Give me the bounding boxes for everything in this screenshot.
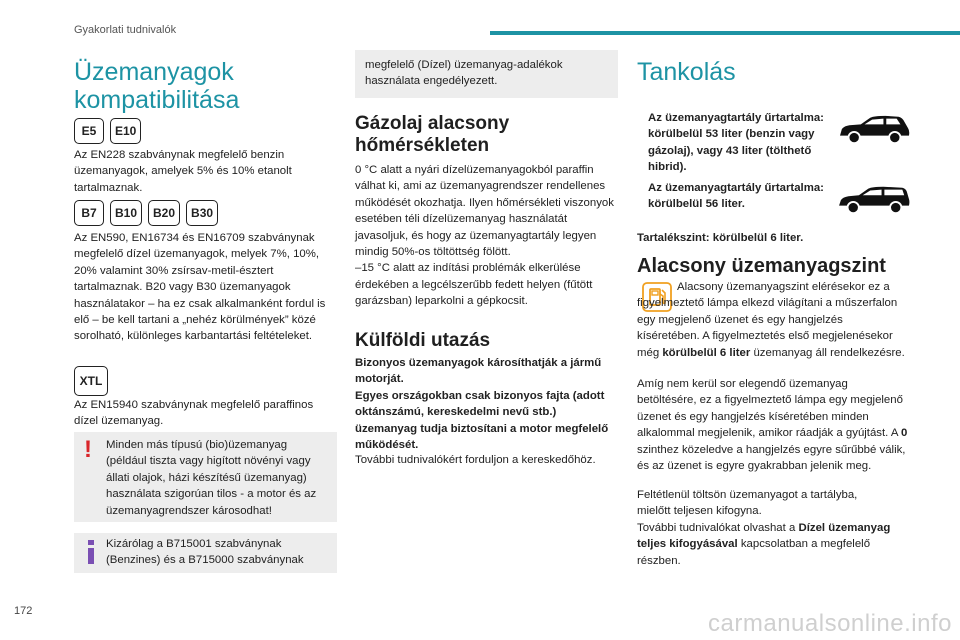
low-p1: Alacsony üzemanyagszint elérésekor ez a figyelmeztető lámpa elkezd világítani a műszerfalon egy megjelenő üzenet és egy hangjelzés kíséretében. A figyelmeztetés első megjelenésekor még: [637, 281, 898, 359]
info-text: Kizárólag a B715001 szabványnak (Benzines) és a B715000 szabványnak: [106, 538, 304, 567]
low-p2-end: szinthez közeledve a hangjelzés egyre sűrűbbé válik, és az üzenet is egyre gyakrabban jelenik meg.: [637, 443, 906, 473]
text-low-fuel-4: [637, 520, 909, 569]
title-low-fuel: Alacsony üzemanyagszint: [637, 255, 886, 277]
badge-xtl-icon: XTL: [74, 366, 108, 396]
low-p2-bold: 0: [901, 427, 908, 440]
text-b-fuels: Az EN590, EN16734 és EN16709 szabványnak megfelelő dízel üzemanyagok, melyek 7%, 10%, 20% valamint 30% zsírsav-metil-észtert tartalmaznak. B20 vagy B30 üzemanyagok használatakor – ha ez csak alkalmanként fordul is elő – be kell tartani a „nehéz körülmények” közé sorolható, különleges karbantartási feltételeket.: [74, 232, 326, 343]
text-reserve: Tartalékszint: körülbelül 6 liter.: [637, 232, 804, 244]
running-header: Gyakorlati tudnivalók: [74, 24, 177, 36]
info-icon: [88, 540, 94, 564]
warning-text: Minden más típusú (bio)üzemanyag (például tiszta vagy higított növényi vagy állati olajok, házi készítésű üzemanyag) használata szigorúan tilos - a motor és az üzemanyagrendszer károsodhat!: [106, 439, 317, 517]
text-e-fuels: Az EN228 szabványnak megfelelő benzin üzemanyagok, amelyek 5% és 10% etanolt tartalmaznak.: [74, 149, 292, 194]
text-low-fuel-3: Feltétlenül töltsön üzemanyagot a tartályba, mielőtt teljesen kifogyna.: [637, 489, 858, 518]
title-refuelling: Tankolás: [637, 58, 736, 86]
text-abroad: További tudnivalókért forduljon a kereskedőhöz.: [355, 454, 596, 466]
low-p1-bold: körülbelül 6 liter: [662, 346, 751, 359]
badge-e5-icon: E5: [74, 118, 104, 144]
warning-exclamation-icon: !: [84, 436, 92, 463]
estate-car-icon: [836, 183, 912, 217]
header-accent-bar: [490, 31, 960, 35]
badge-b30-icon: B30: [186, 200, 218, 226]
text-low-fuel-2: [637, 376, 909, 474]
badges-b: [74, 200, 218, 226]
low-p4-end: kapcsolatban a megfelelő részben.: [637, 538, 871, 567]
text-cold-diesel: 0 °C alatt a nyári dízelüzemanyagokból paraffin válhat ki, ami az üzemanyagrendszer rendellenes működését okozhatja. Ilyen hőmérsékleti viszonyok esetében téli dízelüzemanyag használatát javasoljuk, és hogy az üzemanyagtartály legyen mindig 50%-os töltöttség fölött. –15 °C alatt az indítási problémák elkerülése érdekében a legcélszerűbb fedett helyen (fűtött garázsban) leparkolni a gépkocsit.: [355, 164, 614, 308]
low-p4-bold: Dízel üzemanyag teljes kifogyásával: [637, 522, 891, 551]
info-box-continued: [355, 50, 618, 98]
badge-b7-icon: B7: [74, 200, 104, 226]
badges-e: [74, 118, 141, 144]
badge-b20-icon: B20: [148, 200, 180, 226]
title-cold-diesel: Gázolaj alacsony hőmérsékleten: [355, 113, 510, 156]
page-number: 172: [14, 605, 33, 617]
text-abroad-bold: Bizonyos üzemanyagok károsíthatják a jármű motorját. Egyes országokban csak bizonyos fajta (adott oktánszámú, kereskedelmi nevű stb.) üzemanyag tudja biztosítani a motor megfelelő működését.: [355, 357, 609, 452]
text-tank-capacity-2: Az üzemanyagtartály űrtartalma: körülbelül 56 liter.: [648, 182, 824, 211]
low-p1-end: üzemanyag áll rendelkezésre.: [750, 346, 905, 359]
text-xtl: Az EN15940 szabványnak megfelelő paraffinos dízel üzemanyag.: [74, 399, 314, 428]
low-p2: Amíg nem kerül sor elegendő üzemanyag betöltésére, ez a figyelmeztető lámpa egy megjelenő üzenet és egy hangjelzés kíséretében minden alkalommal megjelenik, amikor ráadják a gyújtást. A: [637, 378, 903, 440]
low-p4: További tudnivalókat olvashat a: [637, 522, 799, 534]
title-travel-abroad: Külföldi utazás: [355, 330, 491, 351]
text-tank-capacity-1: Az üzemanyagtartály űrtartalma: körülbelül 53 liter (benzin vagy gázolaj), vagy 43 liter (tölthető hibrid).: [648, 112, 824, 174]
badge-e10-icon: E10: [110, 118, 141, 144]
text-low-fuel-1: [637, 279, 907, 361]
suv-car-icon: [836, 113, 912, 147]
badge-b10-icon: B10: [110, 200, 142, 226]
info-text-continued: megfelelő (Dízel) üzemanyag-adalékok használata engedélyezett.: [365, 59, 563, 88]
warning-box: [74, 432, 337, 522]
info-box: [74, 533, 337, 573]
title-fuel-compatibility: Üzemanyagok kompatibilitása: [74, 58, 240, 114]
watermark-text: carmanualsonline.info: [708, 610, 952, 637]
